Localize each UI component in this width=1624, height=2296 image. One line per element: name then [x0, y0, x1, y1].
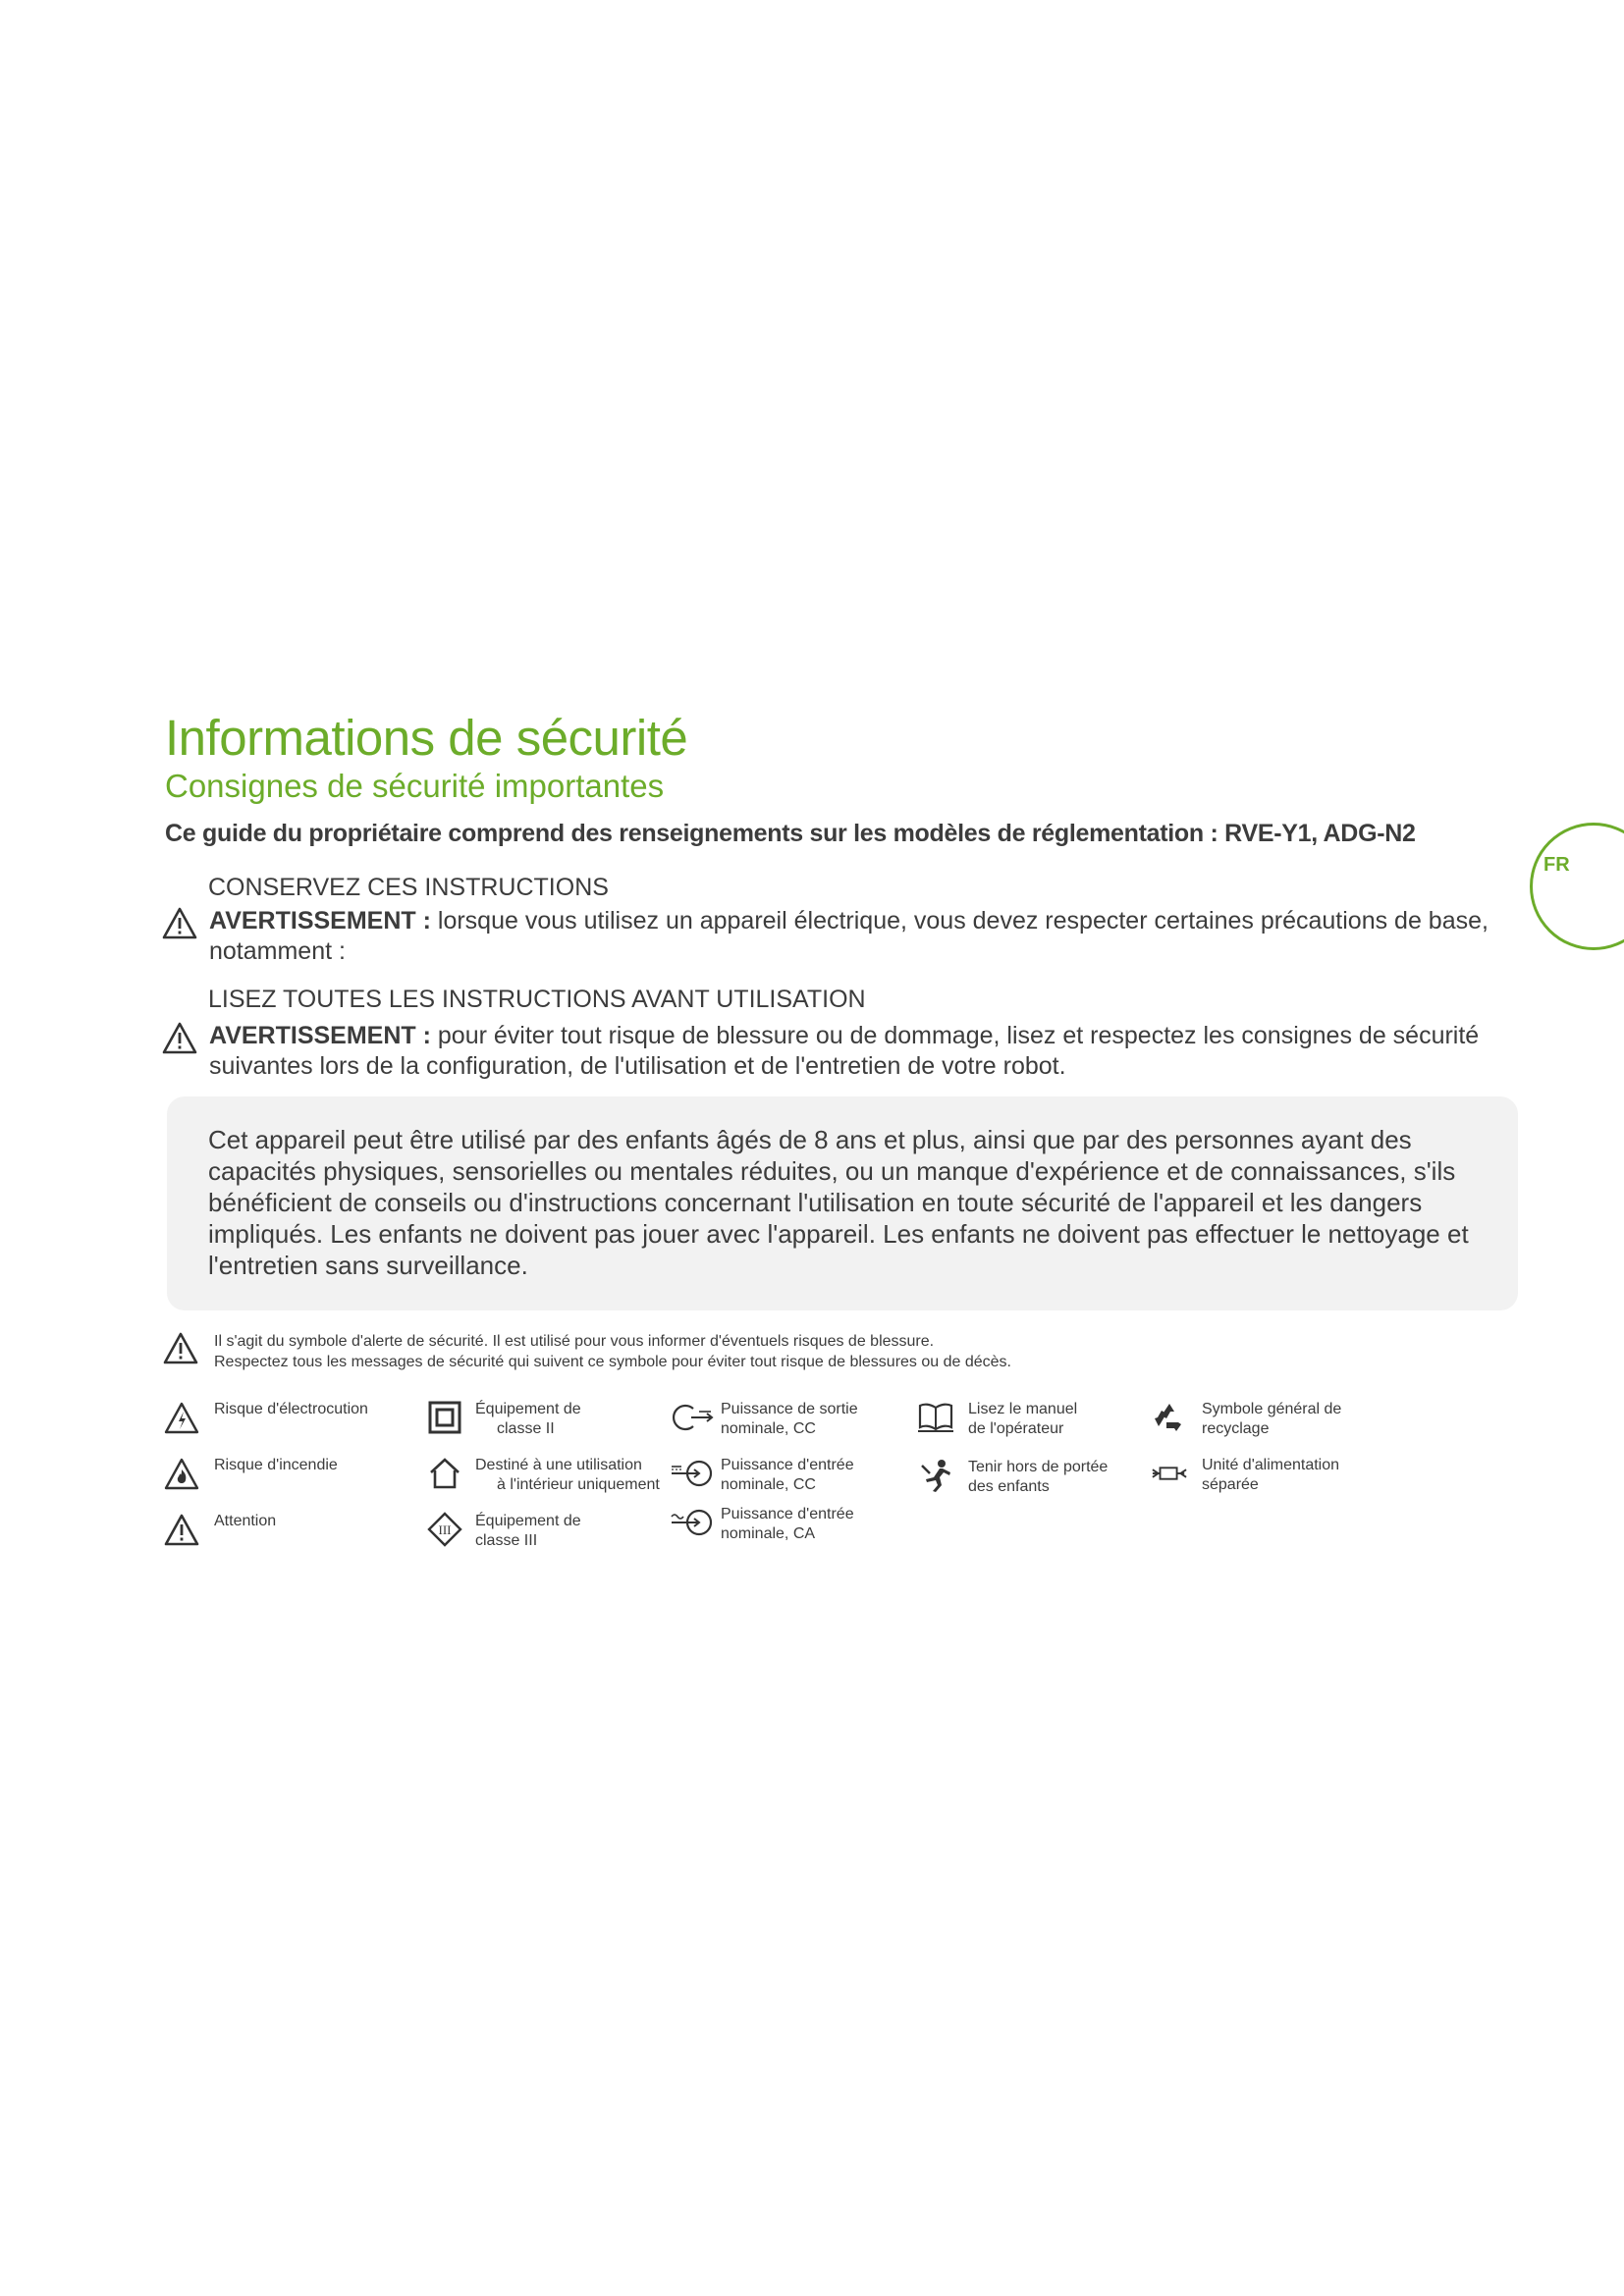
- alert-line-1: Il s'agit du symbole d'alerte de sécurité. Il est utilisé pour vous informer d'éventuels risques de blessure.: [214, 1333, 935, 1350]
- language-tab-label: FR: [1543, 854, 1570, 876]
- symbol-attention: [163, 1511, 276, 1548]
- class-ii-icon: [426, 1399, 463, 1436]
- warning-1-label: AVERTISSEMENT :: [209, 907, 431, 934]
- symbol-dc-input: [668, 1455, 854, 1495]
- warning-triangle-icon: [162, 1022, 197, 1054]
- warning-2: [162, 1021, 1527, 1082]
- symbol-label: Équipement de classe II: [475, 1401, 581, 1437]
- warning-triangle-icon: [163, 1511, 200, 1548]
- symbol-label: Destiné à une utilisation à l'intérieur uniquement: [475, 1457, 660, 1493]
- warning-triangle-icon: [163, 1332, 198, 1364]
- fire-icon: [163, 1455, 200, 1492]
- symbol-label: Risque d'incendie: [214, 1457, 338, 1473]
- symbol-recycle: [1151, 1399, 1341, 1439]
- notice-text: Cet appareil peut être utilisé par des enfants âgés de 8 ans et plus, ainsi que par des personnes ayant des capacités physiques, sensorielles ou mentales réduites, ou un manque d'expérience et de connaissances, s'ils bénéficient de conseils ou d'instructions concernant l'utilisation en toute sécurité de l'appareil et les dangers impliqués. Les enfants ne doivent pas jouer avec l'appareil. Les enfants ne doivent pas effectuer le nettoyage et l'entretien sans surveillance.: [208, 1125, 1469, 1280]
- child-icon: [917, 1457, 954, 1494]
- symbol-label: Risque d'électrocution: [214, 1401, 368, 1417]
- keep-instructions-heading: CONSERVEZ CES INSTRUCTIONS: [208, 874, 609, 901]
- read-instructions-heading: LISEZ TOUTES LES INSTRUCTIONS AVANT UTILISATION: [208, 986, 866, 1013]
- symbol-class-ii: [426, 1399, 581, 1439]
- symbol-power-supply: [1151, 1455, 1339, 1495]
- symbol-fire: [163, 1455, 338, 1492]
- warning-2-body: pour éviter tout risque de blessure ou de dommage, lisez et respectez les consignes de sécurité suivantes lors de la configuration, de l'utilisation et de l'entretien de votre robot.: [209, 1022, 1480, 1080]
- warning-1-text: [209, 906, 1527, 967]
- warning-1: [162, 906, 1527, 967]
- alert-explanation: [163, 1332, 1011, 1372]
- symbol-label: Puissance de sortie nominale, CC: [721, 1401, 858, 1437]
- symbol-label: Tenir hors de portée des enfants: [968, 1459, 1109, 1495]
- page-subtitle: Consignes de sécurité importantes: [165, 768, 665, 804]
- svg-text:III: III: [438, 1522, 452, 1537]
- indoor-house-icon: [426, 1455, 463, 1492]
- language-tab-circle: [1530, 823, 1624, 950]
- ac-input-icon: [668, 1504, 715, 1541]
- power-supply-icon: [1151, 1455, 1188, 1492]
- symbol-children: [917, 1457, 1108, 1497]
- notice-box: [167, 1096, 1518, 1310]
- symbol-label: Symbole général de recyclage: [1202, 1401, 1342, 1437]
- symbol-ac-input: [668, 1504, 854, 1544]
- symbol-electrocution: [163, 1399, 368, 1436]
- symbol-label: Équipement de classe III: [475, 1513, 581, 1549]
- symbol-dc-output: [668, 1399, 858, 1439]
- symbol-label: Puissance d'entrée nominale, CC: [721, 1457, 854, 1493]
- recycle-icon: [1151, 1399, 1188, 1436]
- alert-line-2: Respectez tous les messages de sécurité qui suivent ce symbole pour éviter tout risque de blessures ou de décès.: [214, 1354, 1011, 1370]
- symbol-label: Lisez le manuel de l'opérateur: [968, 1401, 1078, 1437]
- warning-triangle-icon: [162, 907, 197, 939]
- symbol-label: Attention: [214, 1513, 277, 1529]
- symbol-label: Puissance d'entrée nominale, CA: [721, 1506, 854, 1542]
- symbol-class-iii: [426, 1511, 581, 1551]
- symbol-label: Unité d'alimentation séparée: [1202, 1457, 1340, 1493]
- warning-1-body: lorsque vous utilisez un appareil électrique, vous devez respecter certaines précautions de base, notamment :: [209, 907, 1489, 965]
- class-iii-icon: [426, 1511, 463, 1548]
- page-title: Informations de sécurité: [165, 710, 688, 766]
- electric-shock-icon: [163, 1399, 200, 1436]
- book-icon: [917, 1399, 954, 1436]
- symbol-manual: [917, 1399, 1077, 1439]
- symbol-indoor: [426, 1455, 660, 1495]
- intro-text: Ce guide du propriétaire comprend des renseignements sur les modèles de réglementation : RVE-Y1, ADG-N2: [165, 820, 1416, 847]
- dc-input-icon: [668, 1455, 715, 1492]
- warning-2-label: AVERTISSEMENT :: [209, 1022, 431, 1049]
- warning-2-text: [209, 1021, 1527, 1082]
- dc-output-icon: [668, 1399, 715, 1436]
